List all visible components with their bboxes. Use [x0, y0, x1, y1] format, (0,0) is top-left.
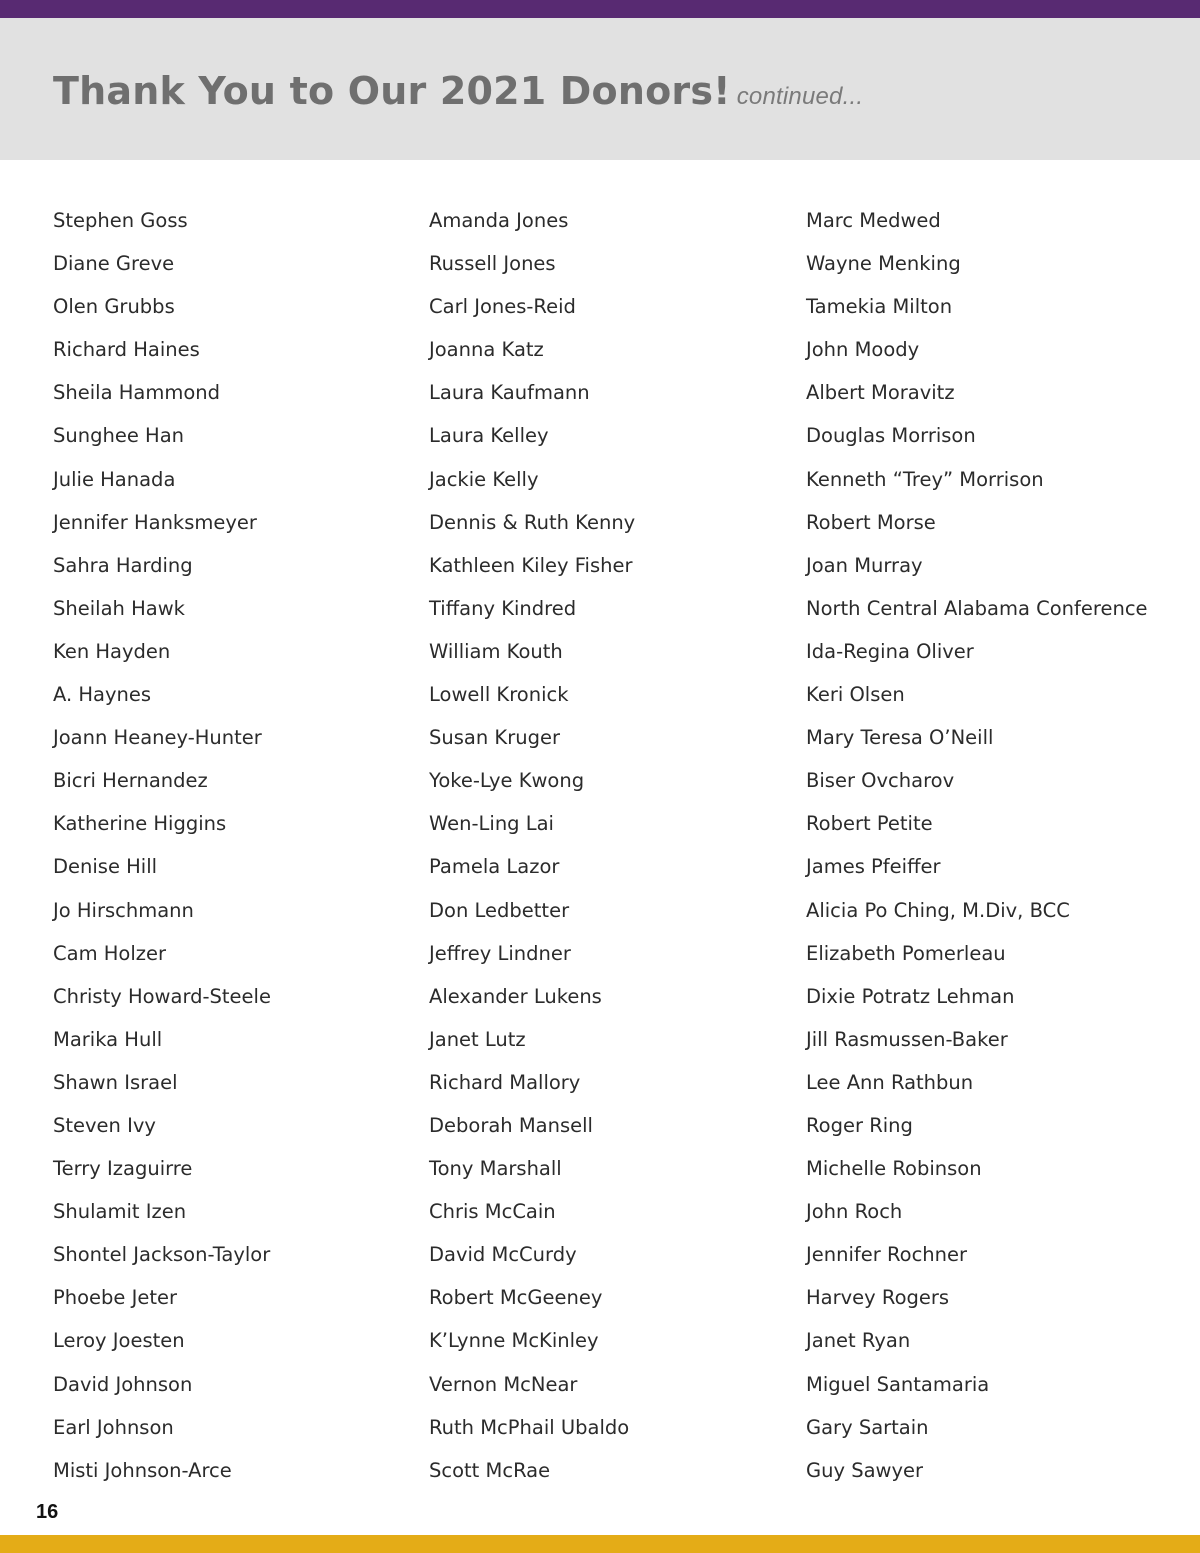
- donor-name: William Kouth: [429, 639, 563, 663]
- page-number: 16: [36, 1501, 59, 1523]
- donor-name: Amanda Jones: [429, 209, 569, 232]
- donor-name: Kenneth “Trey” Morrison: [806, 467, 1044, 491]
- donor-name: David Johnson: [53, 1372, 193, 1396]
- donor-name: Dixie Potratz Lehman: [806, 984, 1015, 1008]
- donor-name: Sahra Harding: [53, 553, 193, 577]
- donor-name: Lowell Kronick: [429, 683, 569, 707]
- donor-column-3: [806, 199, 1148, 1492]
- donor-name: Alicia Po Ching, M.Div, BCC: [806, 898, 1070, 922]
- donor-name: Misti Johnson-Arce: [53, 1458, 232, 1482]
- donor-name: Robert Morse: [806, 510, 936, 534]
- top-accent-bar: [0, 0, 1200, 18]
- donor-name: Gary Sartain: [806, 1415, 929, 1439]
- donor-name: Joann Heaney-Hunter: [53, 726, 262, 750]
- donor-name: Tiffany Kindred: [429, 596, 577, 620]
- donor-name: Yoke-Lye Kwong: [429, 769, 585, 793]
- donor-name: Biser Ovcharov: [806, 769, 955, 793]
- page-title-text: Thank You to Our 2021 Donors!: [53, 69, 731, 113]
- donor-name: Jennifer Rochner: [806, 1243, 968, 1267]
- donor-name: Chris McCain: [429, 1200, 556, 1224]
- donor-name: Sheila Hammond: [53, 381, 220, 405]
- donor-name: Bicri Hernandez: [53, 769, 208, 793]
- donor-name: Jackie Kelly: [429, 467, 539, 491]
- donor-name: Richard Haines: [53, 338, 200, 362]
- donor-name: Cam Holzer: [53, 941, 167, 965]
- donor-name: Diane Greve: [53, 252, 175, 276]
- donor-name: Kathleen Kiley Fisher: [429, 553, 633, 577]
- donor-name: Harvey Rogers: [806, 1286, 950, 1310]
- donor-name: Susan Kruger: [429, 726, 560, 750]
- donor-name: Terry Izaguirre: [53, 1157, 193, 1181]
- donor-name: Steven Ivy: [53, 1113, 156, 1137]
- bottom-accent-bar: [0, 1535, 1200, 1553]
- donor-name: North Central Alabama Conference: [806, 596, 1148, 620]
- donor-name: Joan Murray: [806, 553, 923, 577]
- donor-name: Michelle Robinson: [806, 1157, 982, 1181]
- donor-name: Ruth McPhail Ubaldo: [429, 1415, 630, 1439]
- donor-name: Alexander Lukens: [429, 984, 602, 1008]
- donor-name: Shontel Jackson-Taylor: [53, 1243, 271, 1267]
- title-suffix: continued...: [736, 83, 864, 110]
- donor-name: Wayne Menking: [806, 252, 961, 276]
- donor-name: Douglas Morrison: [806, 424, 976, 448]
- donor-name: Joanna Katz: [429, 338, 544, 362]
- donor-name: John Roch: [806, 1200, 903, 1224]
- page-title: [53, 66, 863, 122]
- donor-name: Jo Hirschmann: [53, 898, 194, 922]
- donor-name: Mary Teresa O’Neill: [806, 726, 994, 750]
- donor-name: Marika Hull: [53, 1027, 163, 1051]
- donor-name: Robert Petite: [806, 812, 933, 836]
- donor-name: Denise Hill: [53, 855, 158, 879]
- donor-name: Roger Ring: [806, 1113, 913, 1137]
- donor-name: Julie Hanada: [53, 467, 176, 491]
- donor-name: Scott McRae: [429, 1458, 551, 1482]
- donor-name: Don Ledbetter: [429, 898, 570, 922]
- donor-name: Laura Kaufmann: [429, 381, 590, 405]
- donor-name: Leroy Joesten: [53, 1329, 185, 1353]
- donor-name: Ida-Regina Oliver: [806, 639, 974, 663]
- donor-column-1: [53, 199, 271, 1492]
- donor-name: Wen-Ling Lai: [429, 812, 554, 836]
- donor-name: Tamekia Milton: [806, 295, 953, 319]
- donor-name: Carl Jones-Reid: [429, 295, 576, 319]
- donor-name: Sheilah Hawk: [53, 596, 185, 620]
- donor-name: Albert Moravitz: [806, 381, 955, 405]
- donor-name: Tony Marshall: [429, 1157, 562, 1181]
- donor-name: Robert McGeeney: [429, 1286, 603, 1310]
- donor-name: Miguel Santamaria: [806, 1372, 990, 1396]
- donor-name: Marc Medwed: [806, 209, 941, 232]
- donor-name: Janet Lutz: [429, 1027, 526, 1051]
- donor-name: Keri Olsen: [806, 683, 905, 707]
- donor-name: Olen Grubbs: [53, 295, 175, 319]
- donor-name: A. Haynes: [53, 683, 152, 707]
- donor-name: Christy Howard-Steele: [53, 984, 271, 1008]
- donor-name: Guy Sawyer: [806, 1458, 924, 1482]
- donor-name: James Pfeiffer: [806, 855, 941, 879]
- donor-column-2: [429, 199, 635, 1492]
- donor-name: Phoebe Jeter: [53, 1286, 178, 1310]
- donor-name: Jill Rasmussen-Baker: [806, 1027, 1008, 1051]
- donor-name: Stephen Goss: [53, 209, 188, 232]
- donor-name: Pamela Lazor: [429, 855, 560, 879]
- donor-name: Shawn Israel: [53, 1070, 178, 1094]
- donor-name: Lee Ann Rathbun: [806, 1070, 974, 1094]
- donor-name: Katherine Higgins: [53, 812, 227, 836]
- donor-name: David McCurdy: [429, 1243, 577, 1267]
- donor-name: K’Lynne McKinley: [429, 1329, 599, 1353]
- donor-name: Earl Johnson: [53, 1415, 174, 1439]
- donor-name: Vernon McNear: [429, 1372, 578, 1396]
- donor-name: Jennifer Hanksmeyer: [53, 510, 257, 534]
- donor-name: Shulamit Izen: [53, 1200, 187, 1224]
- donor-name: Jeffrey Lindner: [429, 941, 571, 965]
- donor-name: Janet Ryan: [806, 1329, 911, 1353]
- donor-name: Sunghee Han: [53, 424, 184, 448]
- donor-name: Richard Mallory: [429, 1070, 581, 1094]
- donor-name: Laura Kelley: [429, 424, 549, 448]
- donor-name: John Moody: [806, 338, 920, 362]
- donor-name: Ken Hayden: [53, 639, 171, 663]
- donor-name: Elizabeth Pomerleau: [806, 941, 1006, 965]
- donor-name: Deborah Mansell: [429, 1113, 593, 1137]
- donor-name: Russell Jones: [429, 252, 556, 276]
- donor-name: Dennis & Ruth Kenny: [429, 510, 636, 534]
